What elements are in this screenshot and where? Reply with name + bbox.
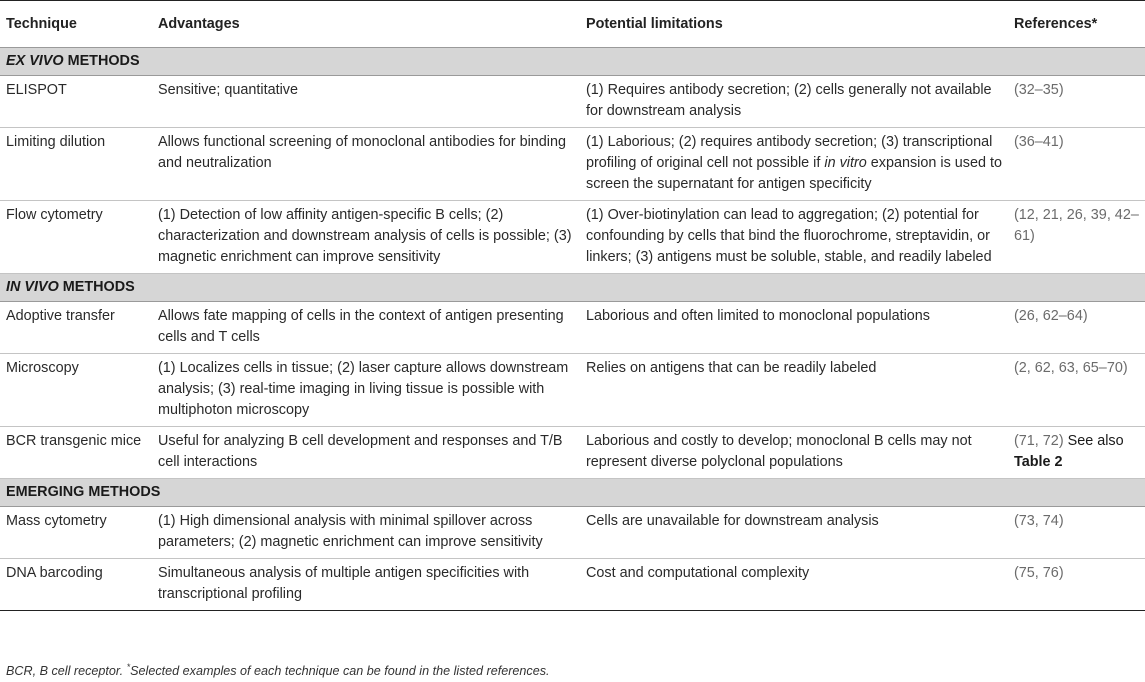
section-title [0, 274, 1145, 302]
reference-open-paren: ( [1014, 565, 1019, 581]
reference-close-paren: ) [1030, 228, 1035, 244]
reference-open-paren: ( [1014, 433, 1019, 449]
reference-links[interactable]: 2, 62, 63, 65–70 [1018, 360, 1123, 376]
limitations-text: Relies on antigens that can be readily labeled [586, 360, 877, 376]
cell-limitations [580, 201, 1008, 274]
limitations-text: Laborious and often limited to monoclonal populations [586, 308, 931, 324]
cell-technique: BCR transgenic mice [0, 427, 152, 479]
limitations-text: (1) Over-biotinylation can lead to aggregation; (2) potential for confounding by cells that bind the fluorochrome, streptavidin, or linkers; (3) antigens must be soluble, stable, and readily labeled [586, 207, 992, 265]
reference-see-also: See also [1063, 433, 1124, 449]
limitations-italic: in vitro [824, 155, 867, 171]
section-title-text: METHODS [58, 279, 135, 295]
table-row [0, 427, 1145, 479]
reference-close-paren: ) [1058, 565, 1064, 581]
reference-links[interactable]: 32–35 [1018, 82, 1059, 98]
section-row [0, 274, 1145, 302]
cell-advantages: (1) High dimensional analysis with minimal spillover across parameters; (2) magnetic enrichment can improve sensitivity [152, 507, 580, 559]
table-row [0, 76, 1145, 128]
reference-links[interactable]: 71, 72 [1018, 433, 1059, 449]
table-row [0, 201, 1145, 274]
footnote-star: * [126, 662, 131, 672]
section-title-text: EMERGING METHODS [6, 484, 161, 500]
cell-limitations [580, 507, 1008, 559]
cell-technique: Adoptive transfer [0, 302, 152, 354]
reference-open-paren: ( [1014, 513, 1019, 529]
cell-advantages: Allows functional screening of monoclonal antibodies for binding and neutralization [152, 128, 580, 201]
reference-close-paren: ) [1122, 360, 1128, 376]
limitations-text: Cost and computational complexity [586, 565, 810, 581]
cell-limitations [580, 354, 1008, 427]
reference-open-paren: ( [1014, 308, 1019, 324]
cell-limitations [580, 559, 1008, 611]
header-row [0, 1, 1145, 48]
cell-advantages: Allows fate mapping of cells in the context of antigen presenting cells and T cells [152, 302, 580, 354]
reference-open-paren: ( [1014, 360, 1019, 376]
cell-references [1008, 507, 1145, 559]
cell-references [1008, 76, 1145, 128]
section-row [0, 479, 1145, 507]
cell-technique: ELISPOT [0, 76, 152, 128]
reference-close-paren: ) [1058, 513, 1064, 529]
section-title-italic: EX VIVO [6, 53, 64, 69]
cell-references [1008, 201, 1145, 274]
cell-technique: Microscopy [0, 354, 152, 427]
cell-advantages: Simultaneous analysis of multiple antigen specificities with transcriptional profiling [152, 559, 580, 611]
limitations-text-cont: expansion is used to screen the supernatant for antigen specificity [586, 155, 1002, 192]
cell-advantages: (1) Localizes cells in tissue; (2) laser capture allows downstream analysis; (3) real-time imaging in living tissue is possible with multiphoton microscopy [152, 354, 580, 427]
table-footnote [6, 662, 550, 678]
cell-technique: Limiting dilution [0, 128, 152, 201]
footnote-note: Selected examples of each technique can be found in the listed references. [130, 664, 550, 679]
cell-references [1008, 302, 1145, 354]
table-row [0, 507, 1145, 559]
section-row [0, 48, 1145, 76]
reference-close-paren: ) [1058, 82, 1064, 98]
reference-open-paren: ( [1014, 82, 1019, 98]
reference-links[interactable]: 75, 76 [1018, 565, 1059, 581]
cell-limitations [580, 427, 1008, 479]
section-title [0, 48, 1145, 76]
header-limitations: Potential limitations [580, 1, 1008, 48]
cell-references [1008, 559, 1145, 611]
cell-technique: Flow cytometry [0, 201, 152, 274]
cell-limitations [580, 76, 1008, 128]
cell-advantages: Useful for analyzing B cell development and responses and T/B cell interactions [152, 427, 580, 479]
reference-open-paren: ( [1014, 134, 1019, 150]
reference-links[interactable]: 73, 74 [1018, 513, 1059, 529]
header-references: References* [1008, 1, 1145, 48]
limitations-text: (1) Requires antibody secretion; (2) cells generally not available for downstream analysis [586, 82, 992, 119]
table-row [0, 302, 1145, 354]
cell-references [1008, 354, 1145, 427]
header-technique: Technique [0, 1, 152, 48]
cell-technique: Mass cytometry [0, 507, 152, 559]
footnote-abbrev: BCR, B cell receptor. [6, 664, 127, 679]
reference-open-paren: ( [1014, 207, 1019, 223]
header-advantages: Advantages [152, 1, 580, 48]
cell-technique: DNA barcoding [0, 559, 152, 611]
reference-links[interactable]: 12, 21, 26, 39, 42–61 [1014, 207, 1139, 244]
table-body [0, 48, 1145, 611]
section-title-text: METHODS [63, 53, 140, 69]
cell-references [1008, 128, 1145, 201]
table-row [0, 354, 1145, 427]
cell-limitations [580, 128, 1008, 201]
cell-advantages: (1) Detection of low affinity antigen-specific B cells; (2) characterization and downstream analysis of cells is possible; (3) magnetic enrichment can improve sensitivity [152, 201, 580, 274]
limitations-text: (1) Laborious; (2) requires antibody secretion; (3) transcriptional profiling of original cell not possible if [586, 134, 993, 171]
section-title-italic: IN VIVO [6, 279, 59, 295]
section-title [0, 479, 1145, 507]
reference-table-link[interactable]: Table 2 [1014, 454, 1063, 470]
reference-links[interactable]: 26, 62–64 [1018, 308, 1083, 324]
reference-close-paren: ) [1082, 308, 1088, 324]
table-header [0, 1, 1145, 48]
table-row [0, 559, 1145, 611]
table-row [0, 128, 1145, 201]
cell-advantages: Sensitive; quantitative [152, 76, 580, 128]
limitations-text: Laborious and costly to develop; monoclonal B cells may not represent diverse polyclonal populations [586, 433, 972, 470]
reference-close-paren: ) [1058, 433, 1064, 449]
cell-references [1008, 427, 1145, 479]
cell-limitations [580, 302, 1008, 354]
limitations-text: Cells are unavailable for downstream analysis [586, 513, 879, 529]
reference-links[interactable]: 36–41 [1018, 134, 1059, 150]
reference-close-paren: ) [1058, 134, 1064, 150]
